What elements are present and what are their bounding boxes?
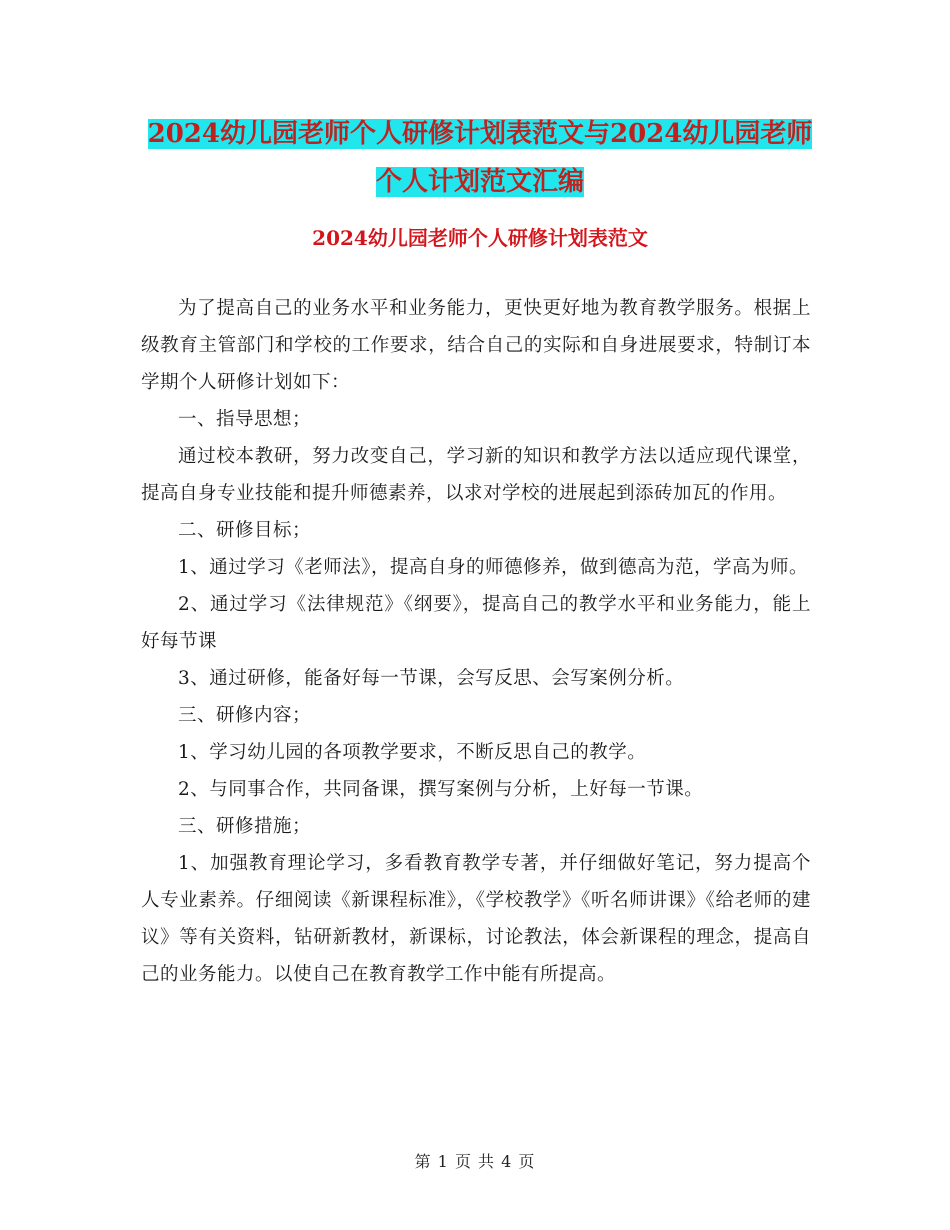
list-item-measure-1: 1、加强教育理论学习，多看教育教学专著，并仔细做好笔记，努力提高个人专业素养。仔细阅读《新课程标准》，《学校教学》《听名师讲课》《给老师的建议》等有关资料，钻研新教材，新课标，讨论教法，体会新课程的理念，提高自己的业务能力。以使自己在教育教学工作中能有所提高。 (141, 853, 811, 985)
page-footer: 第 1 页 共 4 页 (414, 1152, 536, 1171)
heading-content: 三、研修内容； (178, 705, 312, 726)
heading-goals: 二、研修目标； (178, 520, 312, 541)
list-item-goal-1: 1、通过学习《老师法》，提高自身的师德修养，做到德高为范，学高为师。 (178, 557, 809, 578)
heading-measures: 三、研修措施； (178, 816, 312, 837)
list-item-content-2: 2、与同事合作，共同备课，撰写案例与分析，上好每一节课。 (178, 779, 704, 800)
list-item-content-1: 1、学习幼儿园的各项教学要求，不断反思自己的教学。 (178, 742, 647, 763)
document-title-text: 2024幼儿园老师个人研修计划表范文与2024幼儿园老师个人计划范文汇编 (147, 119, 813, 197)
paragraph-guiding-thought: 通过校本教研，努力改变自己，学习新的知识和教学方法以适应现代课堂，提高自身专业技能和提升师德素养，以求对学校的进展起到添砖加瓦的作用。 (141, 446, 811, 504)
document-body (141, 290, 811, 993)
list-item-goal-2: 2、通过学习《法律规范》《纲要》，提高自己的教学水平和业务能力，能上好每节课 (141, 594, 811, 652)
list-item-goal-3: 3、通过研修，能备好每一节课，会写反思、会写案例分析。 (178, 668, 685, 689)
paragraph-intro: 为了提高自己的业务水平和业务能力，更快更好地为教育教学服务。根据上级教育主管部门和学校的工作要求，结合自己的实际和自身进展要求，特制订本学期个人研修计划如下： (141, 298, 811, 393)
section-title: 2024幼儿园老师个人研修计划表范文 (312, 226, 648, 250)
heading-guiding-thought: 一、指导思想； (178, 409, 312, 430)
document-title (140, 110, 820, 206)
